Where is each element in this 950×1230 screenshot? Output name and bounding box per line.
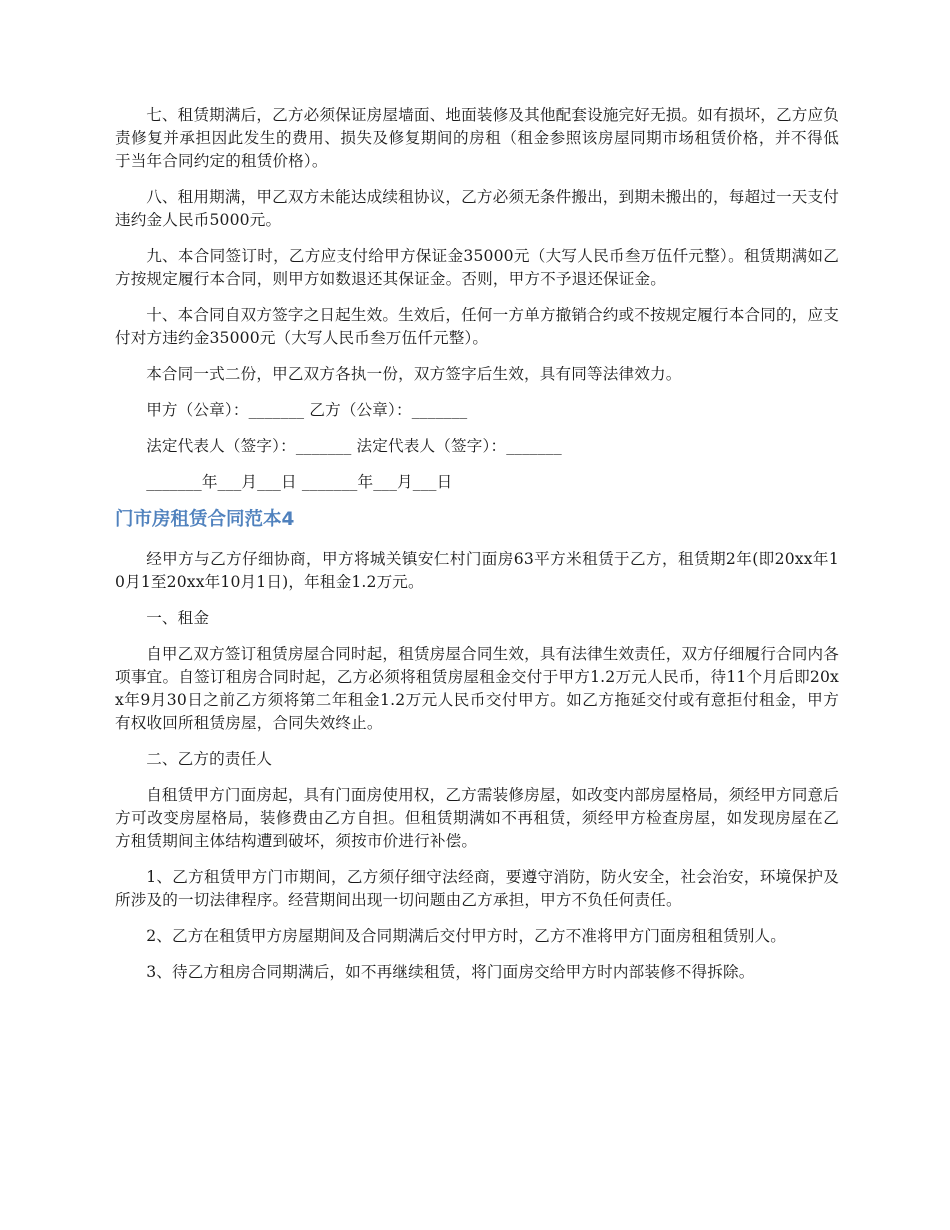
- heading-responsibility: 二、乙方的责任人: [146, 750, 273, 768]
- item-3: 3、待乙方租房合同期满后，如不再继续租赁，将门面房交给甲方时内部装修不得拆除。: [146, 963, 755, 981]
- copies-clause: 本合同一式二份，甲乙双方各执一份，双方签字后生效，具有同等法律效力。: [146, 365, 682, 383]
- rent-paragraph: 自甲乙双方签订租赁房屋合同时起，租赁房屋合同生效，具有法律生效责任，双方仔细履行合同内各项事宜。自签订租房合同时起，乙方必须将租赁房屋租金交付于甲方1.2万元人民币，待11个月后即20xx年9月30日之前乙方须将第二年租金1.2万元人民币交付甲方。如乙方拖延交付或有意拒付租金，甲方有权收回所租赁房屋，合同失效终止。: [115, 645, 839, 732]
- intro-paragraph: 经甲方与乙方仔细协商，甲方将城关镇安仁村门面房63平方米租赁于乙方，租赁期2年(即20xx年10月1至20xx年10月1日)，年租金1.2万元。: [115, 550, 839, 591]
- signature-representative-line: 法定代表人（签字）：_______ 法定代表人（签字）：_______: [146, 437, 562, 455]
- signature-date-line: _______年___月___日 _______年___月___日: [146, 473, 453, 491]
- signature-party-line: 甲方（公章）：_______ 乙方（公章）：_______: [146, 401, 468, 419]
- section-title: 门市房租赁合同范本4: [115, 509, 295, 530]
- clause-9: 九、本合同签订时，乙方应支付给甲方保证金35000元（大写人民币叁万伍仟元整）。租赁期满如乙方按规定履行本合同，则甲方如数退还其保证金。否则，甲方不予退还保证金。: [115, 247, 839, 288]
- clause-10: 十、本合同自双方签字之日起生效。生效后，任何一方单方撤销合约或不按规定履行本合同的，应支付对方违约金35000元（大写人民币叁万伍仟元整）。: [115, 306, 839, 347]
- clause-8: 八、租用期满，甲乙双方未能达成续租协议，乙方必须无条件搬出，到期未搬出的，每超过一天支付违约金人民币5000元。: [115, 188, 839, 229]
- heading-rent: 一、租金: [146, 609, 210, 627]
- clause-7: 七、租赁期满后，乙方必须保证房屋墙面、地面装修及其他配套设施完好无损。如有损坏，乙方应负责修复并承担因此发生的费用、损失及修复期间的房租（租金参照该房屋同期市场租赁价格，并不得低于当年合同约定的租赁价格）。: [115, 106, 839, 170]
- document-page: [115, 104, 839, 997]
- responsibility-paragraph: 自租赁甲方门面房起，具有门面房使用权，乙方需装修房屋，如改变内部房屋格局，须经甲方同意后方可改变房屋格局，装修费由乙方自担。但租赁期满如不再租赁，须经甲方检查房屋，如发现房屋在乙方租赁期间主体结构遭到破坏，须按市价进行补偿。: [115, 786, 839, 850]
- item-1: 1、乙方租赁甲方门市期间，乙方须仔细守法经商，要遵守消防，防火安全，社会治安，环境保护及所涉及的一切法律程序。经营期间出现一切问题由乙方承担，甲方不负任何责任。: [115, 868, 839, 909]
- item-2: 2、乙方在租赁甲方房屋期间及合同期满后交付甲方时，乙方不准将甲方门面房租租赁别人。: [146, 927, 787, 945]
